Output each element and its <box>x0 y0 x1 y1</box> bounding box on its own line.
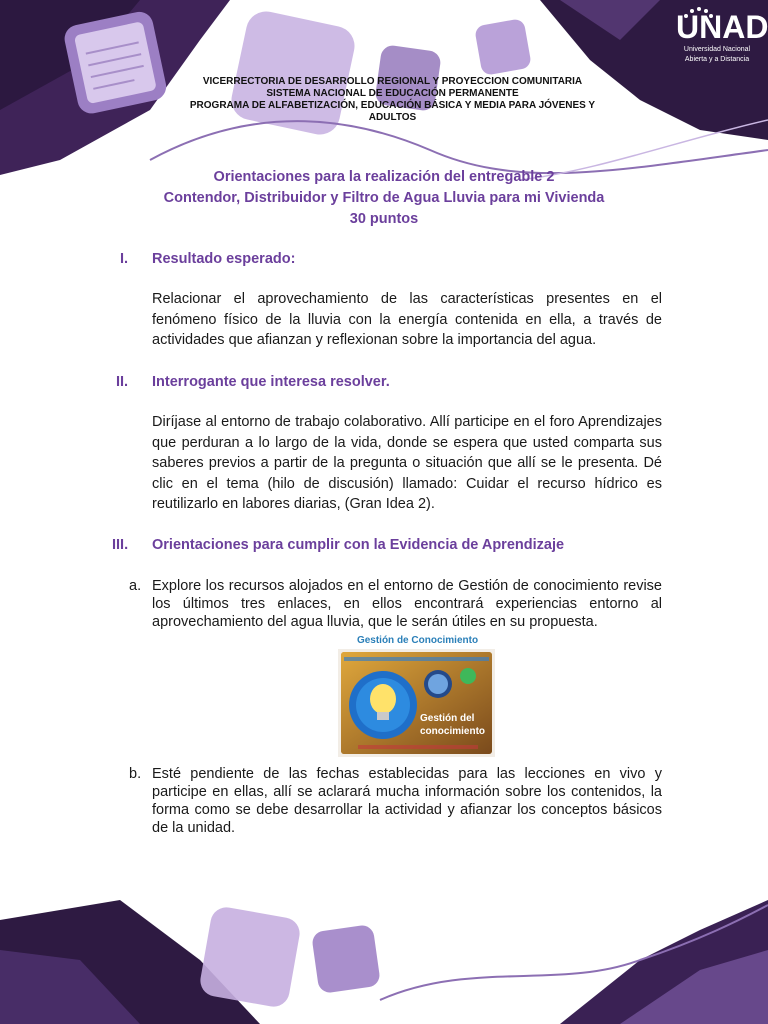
knowledge-management-banner[interactable] <box>338 649 495 757</box>
unad-logo <box>676 9 768 64</box>
banner-label-line2: conocimiento <box>420 726 486 737</box>
section-2-heading: Interrogante que interesa resolver. <box>152 374 390 390</box>
section-2-number: II. <box>116 374 129 390</box>
header-line3: PROGRAMA DE ALFABETIZACIÓN, EDUCACIÓN BÁSICA Y MEDIA PARA JÓVENES Y <box>189 100 596 111</box>
title-line1: Orientaciones para la realización del entregable 2 <box>213 169 555 185</box>
banner-label-line1: Gestión del <box>420 713 475 724</box>
section-2-body: Diríjase al entorno de trabajo colaborativo. Allí participe en el foro Aprendizajes que perduran a lo largo de la vida, donde se espera que usted comparta sus saberes previos a partir de la pregunta o situación que allí se le presenta. Dé clic en el tema (hilo de discusión) llamado: Cuidar el recurso hídrico es reutilizarlo en labores diarias, (Gran Idea 2). <box>152 414 662 513</box>
title-line3: 30 puntos <box>349 211 419 227</box>
document-title <box>110 167 658 230</box>
item-a-letter: a. <box>129 578 142 594</box>
logo-subtitle-line1: Universidad Nacional <box>683 46 751 53</box>
section-3-number: III. <box>112 537 129 553</box>
lightbulb-icon <box>370 684 396 714</box>
header-line1: VICERRECTORIA DE DESARROLLO REGIONAL Y PROYECCION COMUNITARIA <box>202 76 583 87</box>
header-line2: SISTEMA NACIONAL DE EDUCACIÓN PERMANENTE <box>266 88 519 99</box>
logo-wordmark: UNAD <box>676 9 768 45</box>
music-icon <box>460 668 476 684</box>
logo-subtitle-line2: Abierta y a Distancia <box>684 56 750 63</box>
item-a-text: Explore los recursos alojados en el entorno de Gestión de conocimiento revise los últimos tres enlaces, en ellos encontrará experiencias entorno al aprovechamiento del agua lluvia, que le serán útiles en su propuesta. <box>152 578 662 630</box>
section-1-number: I. <box>120 251 129 267</box>
section-1-body: Relacionar el aprovechamiento de las características presentes en el fenómeno físico de la lluvia con la energía contenida en ella, a través de actividades que afianzan y reflexionan sobre la importancia del agua. <box>152 291 662 349</box>
section-1-heading: Resultado esperado: <box>152 251 296 267</box>
institution-header <box>180 76 605 124</box>
section-3-heading: Orientaciones para cumplir con la Evidencia de Aprendizaje <box>152 537 565 553</box>
title-line2: Contendor, Distribuidor y Filtro de Agua Lluvia para mi Vivienda <box>163 190 605 206</box>
item-b-text: Esté pendiente de las fechas establecidas para las lecciones en vivo y participe en ellas, allí se aclarará mucha información sobre los contenidos, la forma como se debe desarrollar la actividad y afianzar los conceptos básicos de la unidad. <box>152 766 662 836</box>
header-line4: ADULTOS <box>368 112 417 123</box>
item-b-letter: b. <box>129 766 142 782</box>
knowledge-banner-caption: Gestión de Conocimiento <box>356 635 479 646</box>
